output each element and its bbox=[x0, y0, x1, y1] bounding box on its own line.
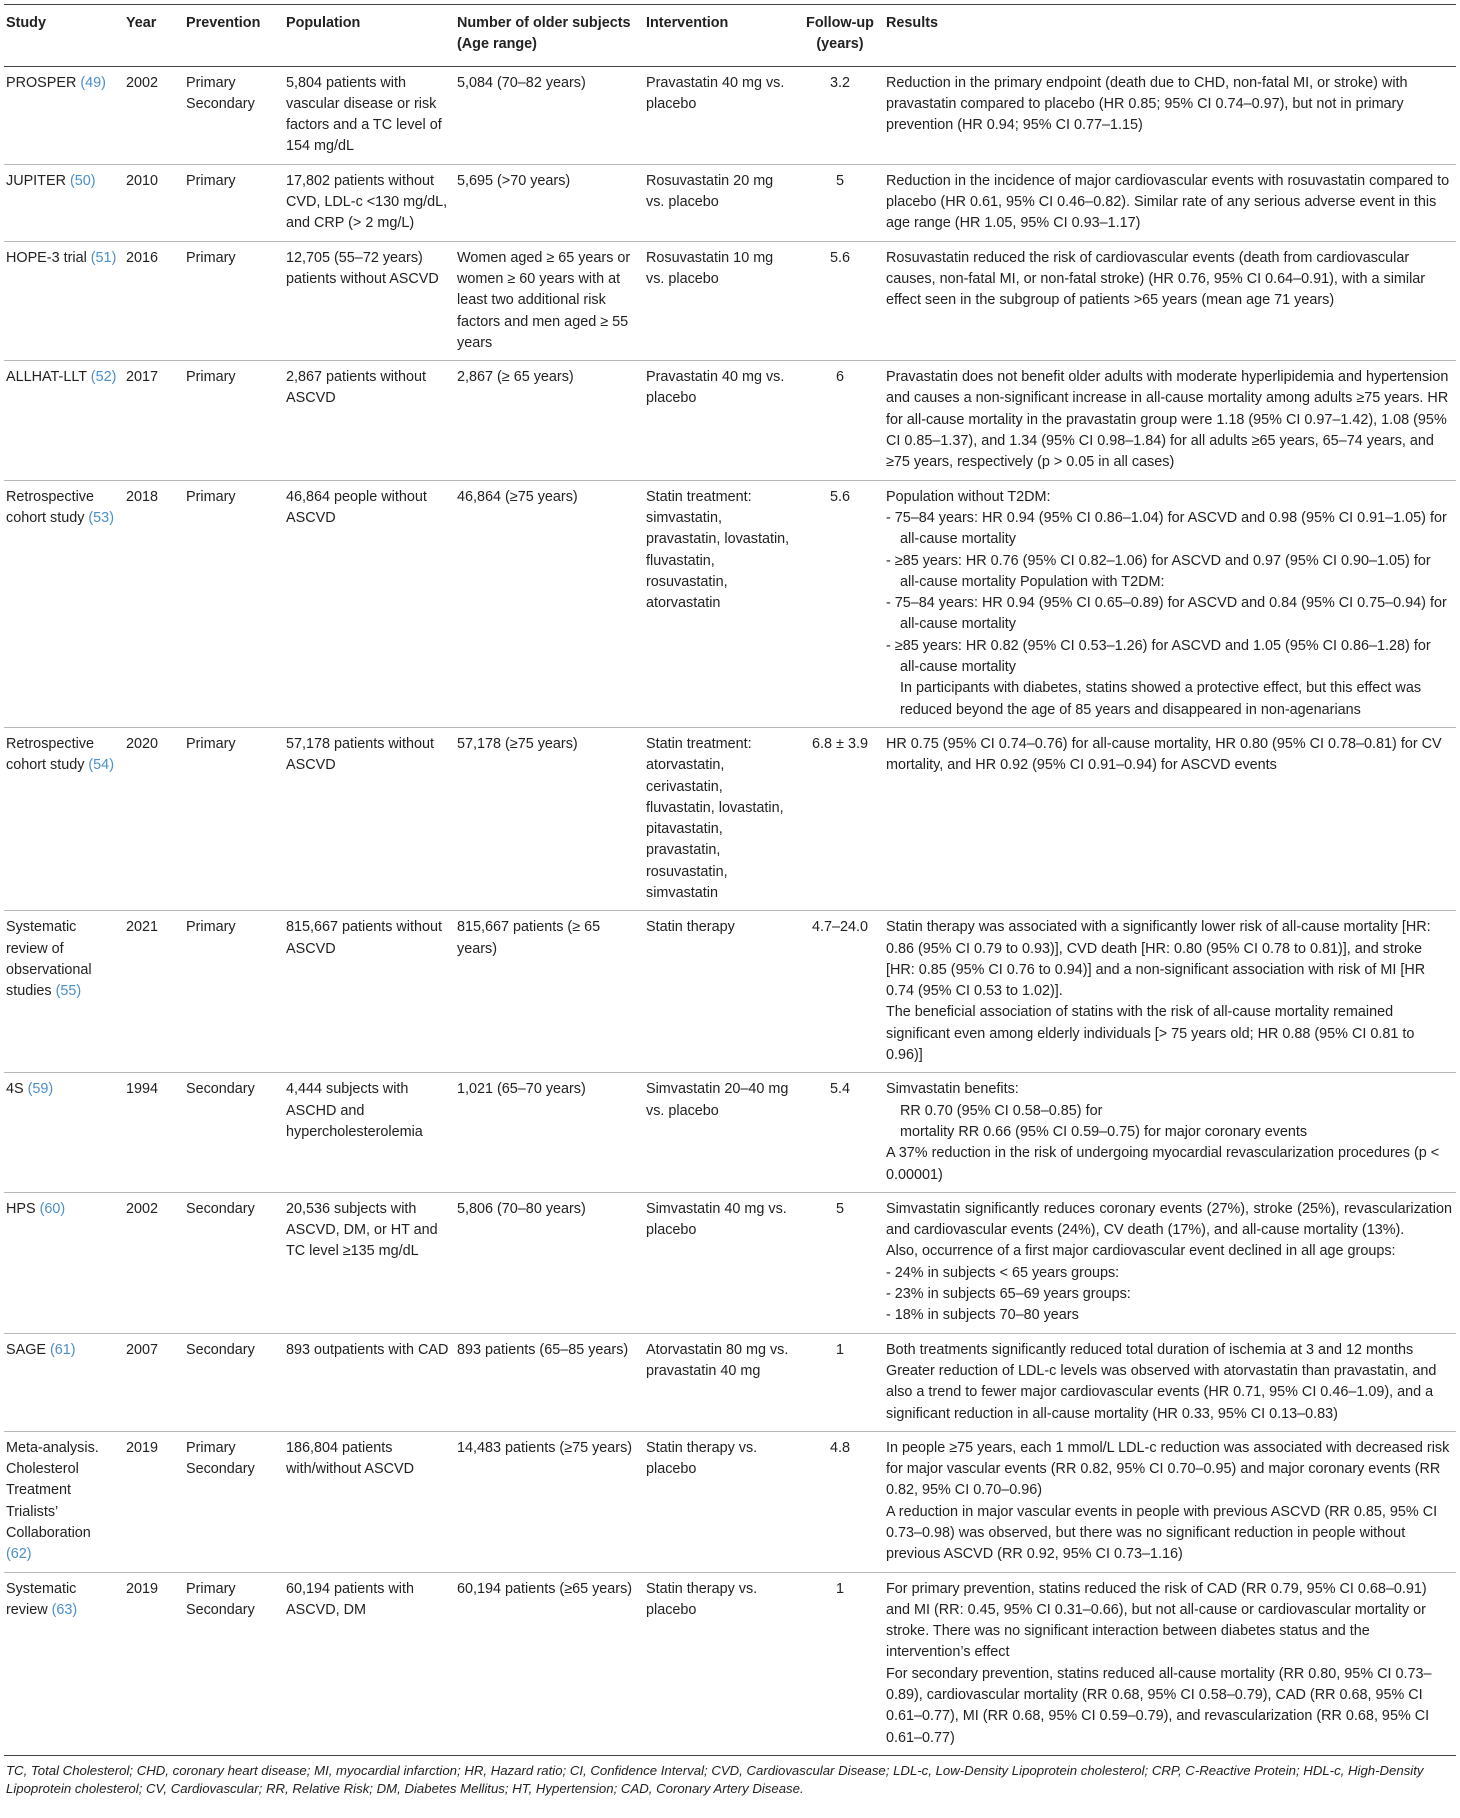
cell-prevention: Primary Secondary bbox=[184, 66, 284, 164]
table-row bbox=[4, 1192, 1456, 1333]
reference-link[interactable]: (54) bbox=[88, 757, 114, 774]
cell-population: 186,804 patients with/without ASCVD bbox=[284, 1431, 455, 1572]
result-line: Rosuvastatin reduced the risk of cardiovascular events (death from cardiovascular causes, non-fatal MI, or non-fatal stroke) (HR 0.76, 95% CI 0.64–0.91), with a similar effect seen in the subgroup of patients >65 years (mean age 71 years) bbox=[886, 249, 1426, 309]
cell-population: 12,705 (55–72 years) patients without ASCVD bbox=[284, 241, 455, 360]
result-line: - ≥85 years: HR 0.76 (95% CI 0.82–1.06) for ASCVD and 0.97 (95% CI 0.90–1.05) for all-cause mortality Population with T2DM: bbox=[886, 552, 1431, 590]
table-row bbox=[4, 66, 1456, 164]
cell-older-subjects: 5,806 (70–80 years) bbox=[455, 1192, 644, 1333]
cell-prevention: Primary bbox=[184, 361, 284, 480]
study-name: Systematic review bbox=[6, 1580, 77, 1618]
cell-year: 2019 bbox=[124, 1431, 184, 1572]
table-row bbox=[4, 361, 1456, 480]
cell-study bbox=[4, 1431, 124, 1572]
cell-intervention: Simvastatin 20–40 mg vs. placebo bbox=[644, 1073, 798, 1192]
cell-prevention: Primary Secondary bbox=[184, 1431, 284, 1572]
table-body bbox=[4, 66, 1456, 1755]
study-name: 4S bbox=[6, 1081, 24, 1098]
result-line: A 37% reduction in the risk of undergoing myocardial revascularization procedures (p < 0.00001) bbox=[886, 1145, 1440, 1183]
table-row bbox=[4, 727, 1456, 910]
study-name: PROSPER bbox=[6, 74, 77, 91]
study-name: HOPE-3 trial bbox=[6, 249, 87, 266]
cell-results bbox=[884, 241, 1456, 360]
cell-follow-up: 4.8 bbox=[798, 1431, 884, 1572]
cell-follow-up: 5.6 bbox=[798, 480, 884, 727]
cell-population: 4,444 subjects with ASCHD and hypercholesterolemia bbox=[284, 1073, 455, 1192]
cell-intervention: Atorvastatin 80 mg vs. pravastatin 40 mg bbox=[644, 1333, 798, 1431]
cell-results bbox=[884, 1073, 1456, 1192]
cell-follow-up: 4.7–24.0 bbox=[798, 911, 884, 1073]
cell-intervention: Statin therapy vs. placebo bbox=[644, 1572, 798, 1755]
cell-prevention: Secondary bbox=[184, 1192, 284, 1333]
result-line: Reduction in the primary endpoint (death due to CHD, non-fatal MI, or stroke) with pravastatin compared to placebo (HR 0.85; 95% CI 0.74–0.97), but not in primary prevention (HR 0.94; 95% CI 0.77–1.15) bbox=[886, 74, 1408, 134]
cell-follow-up: 6 bbox=[798, 361, 884, 480]
cell-prevention: Secondary bbox=[184, 1073, 284, 1192]
cell-follow-up: 1 bbox=[798, 1572, 884, 1755]
cell-prevention: Primary bbox=[184, 164, 284, 241]
cell-year: 2020 bbox=[124, 727, 184, 910]
cell-year: 2018 bbox=[124, 480, 184, 727]
cell-results bbox=[884, 1572, 1456, 1755]
cell-older-subjects: 1,021 (65–70 years) bbox=[455, 1073, 644, 1192]
table-header bbox=[4, 5, 1456, 67]
cell-intervention: Statin therapy vs. placebo bbox=[644, 1431, 798, 1572]
cell-older-subjects: Women aged ≥ 65 years or women ≥ 60 years with at least two additional risk factors and men aged ≥ 55 years bbox=[455, 241, 644, 360]
cell-results bbox=[884, 164, 1456, 241]
header-population: Population bbox=[284, 5, 455, 67]
table-row bbox=[4, 164, 1456, 241]
header-year: Year bbox=[124, 5, 184, 67]
cell-population: 2,867 patients without ASCVD bbox=[284, 361, 455, 480]
cell-intervention: Statin therapy bbox=[644, 911, 798, 1073]
cell-older-subjects: 5,695 (>70 years) bbox=[455, 164, 644, 241]
cell-follow-up: 3.2 bbox=[798, 66, 884, 164]
result-line: - 23% in subjects 65–69 years groups: bbox=[886, 1286, 1131, 1303]
reference-link[interactable]: (51) bbox=[90, 249, 117, 266]
cell-older-subjects: 60,194 patients (≥65 years) bbox=[455, 1572, 644, 1755]
reference-link[interactable]: (52) bbox=[90, 369, 117, 386]
cell-prevention: Primary bbox=[184, 480, 284, 727]
table-row bbox=[4, 241, 1456, 360]
result-line: For secondary prevention, statins reduced all-cause mortality (RR 0.80, 95% CI 0.73–0.89), cardiovascular mortality (RR 0.68, 95% CI 0.58–0.79), CAD (RR 0.68, 95% CI 0.61–0.77), MI (RR 0.68, 95% CI 0.59–0.79), and revascularization (RR 0.68, 95% CI 0.61–0.77) bbox=[886, 1665, 1432, 1746]
table-row bbox=[4, 1333, 1456, 1431]
cell-year: 2010 bbox=[124, 164, 184, 241]
header-results: Results bbox=[884, 5, 1456, 67]
result-line: Pravastatin does not benefit older adults with moderate hyperlipidemia and hypertension and causes a non-significant increase in all-cause mortality among adults ≥75 years. HR for all-cause mortality in the pravastatin group were 1.18 (95% CI 0.97–1.42), 1.08 (95% CI 0.85–1.37), and 1.34 (95% CI 0.98–1.84) for all adults ≥65 years, 65–74 years, and ≥75 years, respectively (p > 0.05 in all cases) bbox=[886, 369, 1449, 471]
result-line: HR 0.75 (95% CI 0.74–0.76) for all-cause mortality, HR 0.80 (95% CI 0.78–0.81) for CV mortality, and HR 0.92 (95% CI 0.91–0.94) for ASCVD events bbox=[886, 735, 1442, 774]
cell-population: 815,667 patients without ASCVD bbox=[284, 911, 455, 1073]
reference-link[interactable]: (63) bbox=[51, 1601, 78, 1618]
table-row bbox=[4, 911, 1456, 1073]
cell-study bbox=[4, 241, 124, 360]
cell-results bbox=[884, 1333, 1456, 1431]
cell-follow-up: 6.8 ± 3.9 bbox=[798, 727, 884, 910]
cell-prevention: Primary bbox=[184, 727, 284, 910]
study-name: Retrospective cohort study bbox=[6, 488, 94, 526]
result-line: The beneficial association of statins with the risk of all-cause mortality remained significant even among elderly individuals [> 75 years old; HR 0.88 (95% CI 0.81 to 0.96)] bbox=[886, 1004, 1415, 1064]
cell-results bbox=[884, 911, 1456, 1073]
reference-link[interactable]: (49) bbox=[80, 74, 106, 91]
study-name: JUPITER bbox=[6, 172, 66, 189]
result-line: - 18% in subjects 70–80 years bbox=[886, 1307, 1079, 1324]
result-line: Reduction in the incidence of major cardiovascular events with rosuvastatin compared to placebo (HR 0.61, 95% CI 0.46–0.82). Similar rate of any serious adverse event in this age range (HR 1.05, 95% CI 0.93–1.17) bbox=[886, 172, 1450, 232]
cell-study bbox=[4, 164, 124, 241]
cell-results bbox=[884, 480, 1456, 727]
cell-follow-up: 5.6 bbox=[798, 241, 884, 360]
table-footnote: TC, Total Cholesterol; CHD, coronary heart disease; MI, myocardial infarction; HR, Hazard ratio; CI, Confidence Interval; CVD, Cardiovascular Disease; LDL-c, Low-Density Lipoprotein cholesterol; CRP, C-Reactive Protein; HDL-c, High-Density Lipoprotein cholesterol; CV, Cardiovascular; RR, Relative Risk; DM, Diabetes Mellitus; HT, Hypertension; CAD, Coronary Artery Disease. bbox=[6, 1762, 1424, 1797]
cell-older-subjects: 815,667 patients (≥ 65 years) bbox=[455, 911, 644, 1073]
cell-intervention: Rosuvastatin 20 mg vs. placebo bbox=[644, 164, 798, 241]
study-name: Meta-analysis. Cholesterol Treatment Trialists’ Collaboration bbox=[6, 1439, 99, 1541]
cell-population: 20,536 subjects with ASCVD, DM, or HT and TC level ≥135 mg/dL bbox=[284, 1192, 455, 1333]
cell-population: 17,802 patients without CVD, LDL-c <130 mg/dL, and CRP (> 2 mg/L) bbox=[284, 164, 455, 241]
statin-trials-table bbox=[4, 4, 1456, 1756]
cell-study bbox=[4, 911, 124, 1073]
cell-year: 1994 bbox=[124, 1073, 184, 1192]
cell-older-subjects: 893 patients (65–85 years) bbox=[455, 1333, 644, 1431]
study-name: Retrospective cohort study bbox=[6, 735, 94, 774]
table-row bbox=[4, 1572, 1456, 1755]
cell-results bbox=[884, 66, 1456, 164]
result-line: RR 0.70 (95% CI 0.58–0.85) for bbox=[900, 1102, 1103, 1119]
header-row bbox=[4, 5, 1456, 67]
cell-study bbox=[4, 361, 124, 480]
table-row bbox=[4, 480, 1456, 727]
study-name: ALLHAT-LLT bbox=[6, 369, 87, 386]
cell-older-subjects: 5,084 (70–82 years) bbox=[455, 66, 644, 164]
result-line: For primary prevention, statins reduced the risk of CAD (RR 0.79, 95% CI 0.68–0.91) and MI (RR: 0.45, 95% CI 0.31–0.66), but not all-cause or cardiovascular mortality or stroke. There was no significant interaction between diabetes status and the intervention’s effect bbox=[886, 1580, 1427, 1661]
cell-older-subjects: 14,483 patients (≥75 years) bbox=[455, 1431, 644, 1572]
cell-follow-up: 1 bbox=[798, 1333, 884, 1431]
study-name: HPS bbox=[6, 1200, 36, 1217]
result-line: Both treatments significantly reduced total duration of ischemia at 3 and 12 months Greater reduction of LDL-c levels was observed with atorvastatin than pravastatin, and also a trend to fewer major cardiovascular events (HR 0.71, 95% CI 0.46–1.09), and a significant reduction in all-cause mortality (HR 0.33, 95% CI 0.13–0.83) bbox=[886, 1341, 1437, 1422]
result-line: Simvastatin significantly reduces coronary events (27%), stroke (25%), revascularization and cardiovascular events (24%), CV death (17%), and all-cause mortality (13%). bbox=[886, 1200, 1452, 1239]
cell-follow-up: 5.4 bbox=[798, 1073, 884, 1192]
reference-link[interactable]: (59) bbox=[27, 1081, 54, 1098]
cell-study bbox=[4, 1333, 124, 1431]
result-line: In people ≥75 years, each 1 mmol/L LDL-c reduction was associated with decreased risk for major vascular events (RR 0.82, 95% CI 0.70–0.95) and major coronary events (RR 0.82, 95% CI 0.70–0.96) bbox=[886, 1439, 1450, 1499]
cell-study bbox=[4, 1073, 124, 1192]
cell-year: 2016 bbox=[124, 241, 184, 360]
cell-intervention: Statin treatment: atorvastatin, cerivastatin, fluvastatin, lovastatin, pitavastatin, pravastatin, rosuvastatin, simvastatin bbox=[644, 727, 798, 910]
cell-population: 46,864 people without ASCVD bbox=[284, 480, 455, 727]
cell-results bbox=[884, 727, 1456, 910]
header-prevention: Prevention bbox=[184, 5, 284, 67]
reference-link[interactable]: (50) bbox=[69, 172, 96, 189]
table-row bbox=[4, 1431, 1456, 1572]
result-line: - 24% in subjects < 65 years groups: bbox=[886, 1264, 1120, 1281]
study-name: SAGE bbox=[6, 1341, 46, 1358]
cell-study bbox=[4, 480, 124, 727]
result-line: - 75–84 years: HR 0.94 (95% CI 0.86–1.04) for ASCVD and 0.98 (95% CI 0.91–1.05) for all-cause mortality bbox=[886, 509, 1447, 548]
header-study: Study bbox=[4, 5, 124, 67]
cell-study bbox=[4, 66, 124, 164]
cell-intervention: Rosuvastatin 10 mg vs. placebo bbox=[644, 241, 798, 360]
header-follow-up: Follow-up (years) bbox=[798, 5, 884, 67]
reference-link[interactable]: (55) bbox=[55, 983, 82, 1000]
cell-prevention: Primary Secondary bbox=[184, 1572, 284, 1755]
cell-study bbox=[4, 727, 124, 910]
result-line: Population without T2DM: bbox=[886, 488, 1051, 505]
result-line: Also, occurrence of a first major cardiovascular event declined in all age groups: bbox=[886, 1243, 1396, 1260]
reference-link[interactable]: (53) bbox=[88, 509, 114, 526]
cell-prevention: Secondary bbox=[184, 1333, 284, 1431]
cell-prevention: Primary bbox=[184, 241, 284, 360]
study-name: Systematic review of observational studies bbox=[6, 919, 92, 1000]
cell-intervention: Statin treatment: simvastatin, pravastatin, lovastatin, fluvastatin, rosuvastatin, atorvastatin bbox=[644, 480, 798, 727]
result-line: In participants with diabetes, statins showed a protective effect, but this effect was reduced beyond the age of 85 years and disappeared in non-agenarians bbox=[900, 680, 1422, 718]
cell-older-subjects: 46,864 (≥75 years) bbox=[455, 480, 644, 727]
cell-intervention: Pravastatin 40 mg vs. placebo bbox=[644, 66, 798, 164]
cell-older-subjects: 57,178 (≥75 years) bbox=[455, 727, 644, 910]
cell-year: 2007 bbox=[124, 1333, 184, 1431]
cell-population: 5,804 patients with vascular disease or risk factors and a TC level of 154 mg/dL bbox=[284, 66, 455, 164]
cell-prevention: Primary bbox=[184, 911, 284, 1073]
cell-year: 2021 bbox=[124, 911, 184, 1073]
statin-trials-table-container bbox=[4, 4, 1456, 1799]
cell-intervention: Pravastatin 40 mg vs. placebo bbox=[644, 361, 798, 480]
reference-link[interactable]: (62) bbox=[6, 1546, 32, 1563]
result-line: Simvastatin benefits: bbox=[886, 1081, 1019, 1098]
result-line: Statin therapy was associated with a significantly lower risk of all-cause mortality [HR: 0.86 (95% CI 0.79 to 0.93)], CVD death [HR: 0.80 (95% CI 0.78 to 0.81)], and stroke [HR: 0.85 (95% CI 0.76 to 0.94)] and a non-significant association with risk of MI [HR 0.74 (95% CI 0.53 to 1.02)]. bbox=[886, 919, 1431, 1000]
cell-population: 893 outpatients with CAD bbox=[284, 1333, 455, 1431]
cell-results bbox=[884, 1192, 1456, 1333]
reference-link[interactable]: (60) bbox=[39, 1200, 66, 1217]
cell-study bbox=[4, 1192, 124, 1333]
cell-year: 2002 bbox=[124, 66, 184, 164]
cell-results bbox=[884, 1431, 1456, 1572]
cell-results bbox=[884, 361, 1456, 480]
reference-link[interactable]: (61) bbox=[50, 1341, 76, 1358]
cell-year: 2017 bbox=[124, 361, 184, 480]
cell-study bbox=[4, 1572, 124, 1755]
cell-population: 60,194 patients with ASCVD, DM bbox=[284, 1572, 455, 1755]
result-line: - 75–84 years: HR 0.94 (95% CI 0.65–0.89) for ASCVD and 0.84 (95% CI 0.75–0.94) for all-cause mortality bbox=[886, 595, 1447, 633]
header-intervention: Intervention bbox=[644, 5, 798, 67]
table-row bbox=[4, 1073, 1456, 1192]
cell-older-subjects: 2,867 (≥ 65 years) bbox=[455, 361, 644, 480]
cell-year: 2019 bbox=[124, 1572, 184, 1755]
cell-follow-up: 5 bbox=[798, 164, 884, 241]
result-line: mortality RR 0.66 (95% CI 0.59–0.75) for major coronary events bbox=[900, 1123, 1308, 1140]
result-line: A reduction in major vascular events in people with previous ASCVD (RR 0.85, 95% CI 0.73–0.98) was observed, but there was no significant reduction in people without previous ASCVD (RR 0.92, 95% CI 0.73–1.16) bbox=[886, 1503, 1438, 1563]
result-line: - ≥85 years: HR 0.82 (95% CI 0.53–1.26) for ASCVD and 1.05 (95% CI 0.86–1.28) for all-cause mortality bbox=[886, 637, 1431, 676]
cell-population: 57,178 patients without ASCVD bbox=[284, 727, 455, 910]
cell-intervention: Simvastatin 40 mg vs. placebo bbox=[644, 1192, 798, 1333]
cell-follow-up: 5 bbox=[798, 1192, 884, 1333]
cell-year: 2002 bbox=[124, 1192, 184, 1333]
header-older-subjects: Number of older subjects (Age range) bbox=[455, 5, 644, 67]
